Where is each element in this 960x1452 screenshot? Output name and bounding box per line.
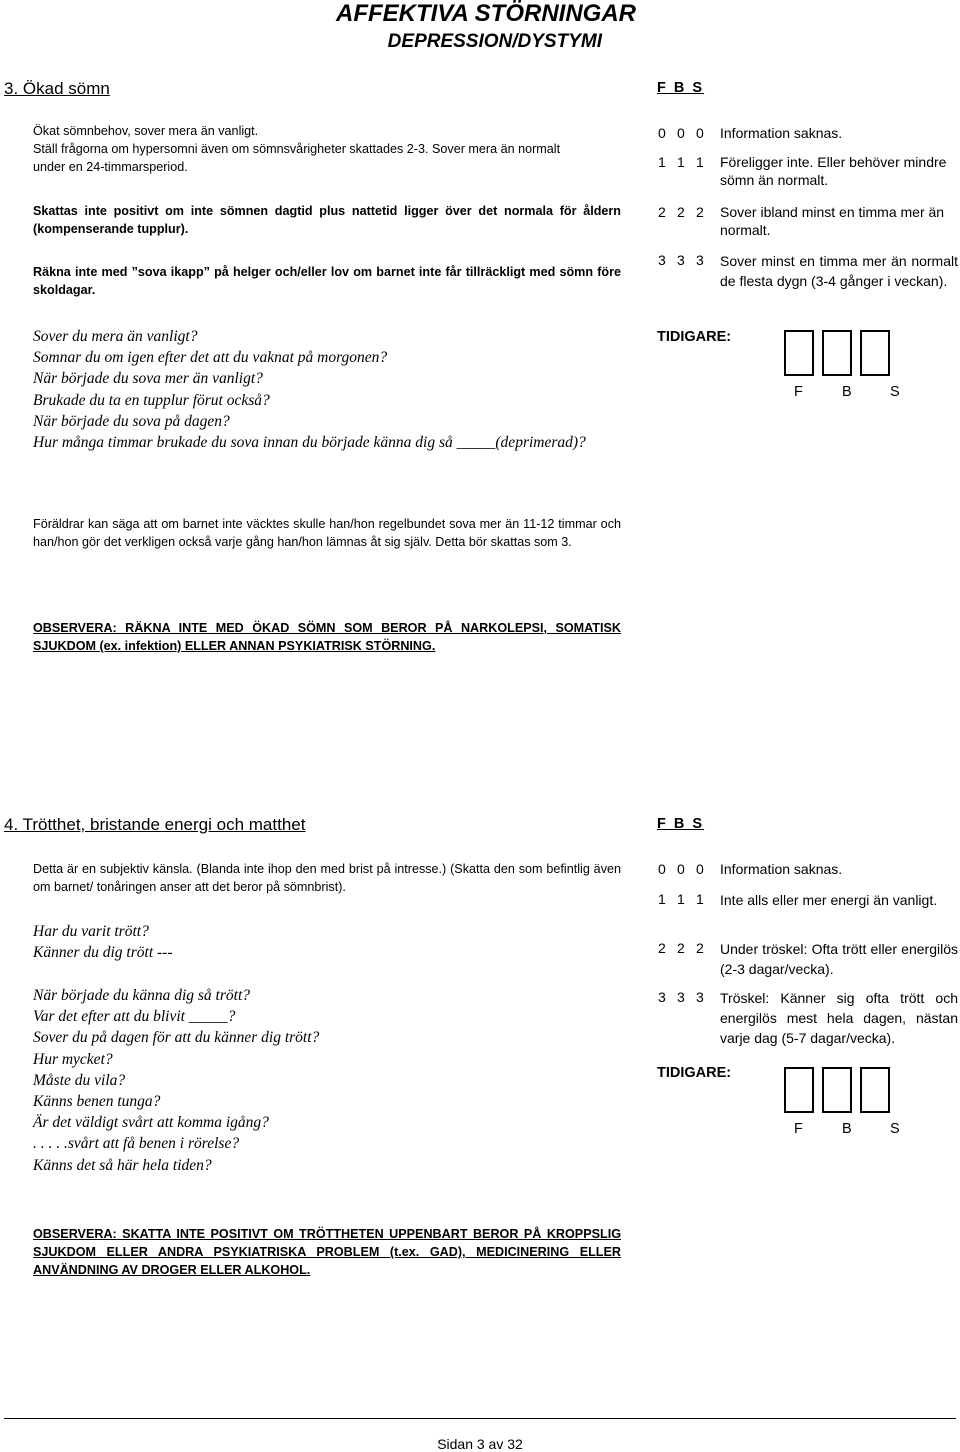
question: Känner du dig trött --- [33, 944, 173, 962]
question: Känns benen tunga? [33, 1093, 161, 1111]
question: Sover du mera än vanligt? [33, 328, 198, 345]
section-4-questions-a [33, 921, 623, 963]
score-row-0 [658, 124, 958, 144]
section-3-questions [33, 326, 623, 453]
score-row-3 [658, 251, 958, 311]
box-label-f: F [794, 384, 803, 400]
score-values: 1 1 1 [658, 891, 704, 907]
page-title: AFFEKTIVA STÖRNINGAR [336, 0, 636, 27]
score-description: Sover minst en timma mer än normalt de flesta dygn (3-4 gånger i veckan). [720, 253, 958, 289]
section-3-observera: OBSERVERA: RÄKNA INTE MED ÖKAD SÖMN SOM BEROR PÅ NARKOLEPSI, SOMATISK SJUKDOM (ex. infektion) ELLER ANNAN PSYKIATRISK STÖRNING. [33, 621, 621, 653]
previous-rating-boxes [784, 1067, 890, 1113]
score-description: Föreligger inte. Eller behöver mindre sömn än normalt. [720, 154, 947, 188]
score-description: Information saknas. [720, 861, 843, 877]
question: När började du sova på dagen? [33, 412, 230, 430]
footer-divider [4, 1418, 956, 1419]
box-label-b: B [842, 1121, 852, 1137]
score-row-2 [658, 939, 958, 979]
intro-line: under en 24-timmarsperiod. [33, 160, 188, 174]
box-label-b: B [842, 384, 852, 400]
question: . . . . .svårt att få benen i rörelse? [33, 1135, 240, 1153]
box-label-s: S [890, 1121, 900, 1137]
score-description: Sover ibland minst en timma mer än normalt. [720, 204, 945, 238]
question: Måste du vila? [33, 1071, 126, 1089]
rating-box-b[interactable] [822, 1067, 852, 1113]
section-4-heading: 4. Trötthet, bristande energi och matthet [4, 815, 306, 834]
previous-rating-boxes [784, 330, 890, 376]
section-4-intro: Detta är en subjektiv känsla. (Blanda inte ihop den med brist på intresse.) (Skatta den som befintlig även om barnet/ tonåringen anser att det beror på sömnbrist). [33, 862, 621, 894]
page-number: Sidan 3 av 32 [437, 1436, 523, 1452]
rating-box-s[interactable] [860, 1067, 890, 1113]
box-label-f: F [794, 1121, 803, 1137]
rating-box-b[interactable] [822, 330, 852, 376]
rating-box-s[interactable] [860, 330, 890, 376]
tidigare-label: TIDIGARE: [657, 329, 732, 345]
page-subtitle: DEPRESSION/DYSTYMI [387, 31, 602, 52]
score-description: Tröskel: Känner sig ofta trött och energilös mest hela dagen, nästan varje dag (5-7 dagar/vecka). [720, 990, 958, 1046]
score-values: 3 3 3 [658, 989, 704, 1005]
box-label-s: S [890, 384, 900, 400]
rating-box-f[interactable] [784, 330, 814, 376]
rating-box-f[interactable] [784, 1067, 814, 1113]
score-values: 1 1 1 [658, 154, 704, 170]
score-values: 0 0 0 [658, 125, 704, 141]
section-3-heading: 3. Ökad sömn [4, 79, 110, 98]
question: När började du sova mer än vanligt? [33, 370, 263, 388]
score-row-1 [658, 890, 958, 930]
section-4-fbs-label: F B S [657, 816, 705, 832]
section-4-questions-b [33, 985, 623, 1176]
score-description: Information saknas. [720, 125, 843, 141]
section-4-observera: OBSERVERA: SKATTA INTE POSITIVT OM TRÖTTHETEN UPPENBART BEROR PÅ KROPPSLIG SJUKDOM ELLER ANDRA PSYKIATRISKA PROBLEM (t.ex. GAD), MEDICINERING ELLER ANVÄNDNING AV DROGER ELLER ALKOHOL. [33, 1227, 621, 1277]
score-description: Inte alls eller mer energi än vanligt. [720, 892, 938, 908]
section-3-note-daytime: Skattas inte positivt om inte sömnen dagtid plus nattetid ligger över det normala för åldern (kompenserande tupplur). [33, 204, 621, 236]
score-values: 2 2 2 [658, 940, 704, 956]
score-values: 2 2 2 [658, 204, 704, 220]
section-3-parent-note: Föräldrar kan säga att om barnet inte väcktes skulle han/hon regelbundet sova mer än 11-12 timmar och han/hon gör det verkligen också varje gång han/hon lämnas åt sig själv. Detta bör skattas som 3. [33, 517, 621, 549]
question: Hur många timmar brukade du sova innan du började känna dig så _____(deprimerad)? [33, 434, 586, 452]
question: Har du varit trött? [33, 923, 149, 940]
score-row-3 [658, 988, 958, 1048]
question: Var det efter att du blivit _____? [33, 1008, 236, 1026]
question: Känns det så här hela tiden? [33, 1156, 212, 1174]
intro-line: Ökat sömnbehov, sover mera än vanligt. [33, 124, 259, 138]
tidigare-label: TIDIGARE: [657, 1065, 732, 1081]
section-3-note-catchup: Räkna inte med ”sova ikapp” på helger och/eller lov om barnet inte får tillräckligt med sömn före skoldagar. [33, 265, 621, 297]
question: Brukade du ta en tupplur förut också? [33, 391, 270, 409]
score-description: Under tröskel: Ofta trött eller energilös (2-3 dagar/vecka). [720, 941, 958, 977]
section-3-intro [33, 122, 633, 176]
section-3-fbs-label: F B S [657, 80, 705, 96]
score-row-0 [658, 860, 958, 880]
score-row-2 [658, 203, 958, 243]
question: Hur mycket? [33, 1050, 113, 1068]
score-values: 3 3 3 [658, 252, 704, 268]
question: När började du känna dig så trött? [33, 987, 251, 1004]
question: Somnar du om igen efter det att du vaknat på morgonen? [33, 349, 388, 367]
question: Sover du på dagen för att du känner dig trött? [33, 1029, 320, 1047]
score-row-1 [658, 153, 958, 193]
question: Är det väldigt svårt att komma igång? [33, 1114, 269, 1132]
intro-line: Ställ frågorna om hypersomni även om sömnsvårigheter skattades 2-3. Sover mera än normalt [33, 142, 561, 156]
score-values: 0 0 0 [658, 861, 704, 877]
